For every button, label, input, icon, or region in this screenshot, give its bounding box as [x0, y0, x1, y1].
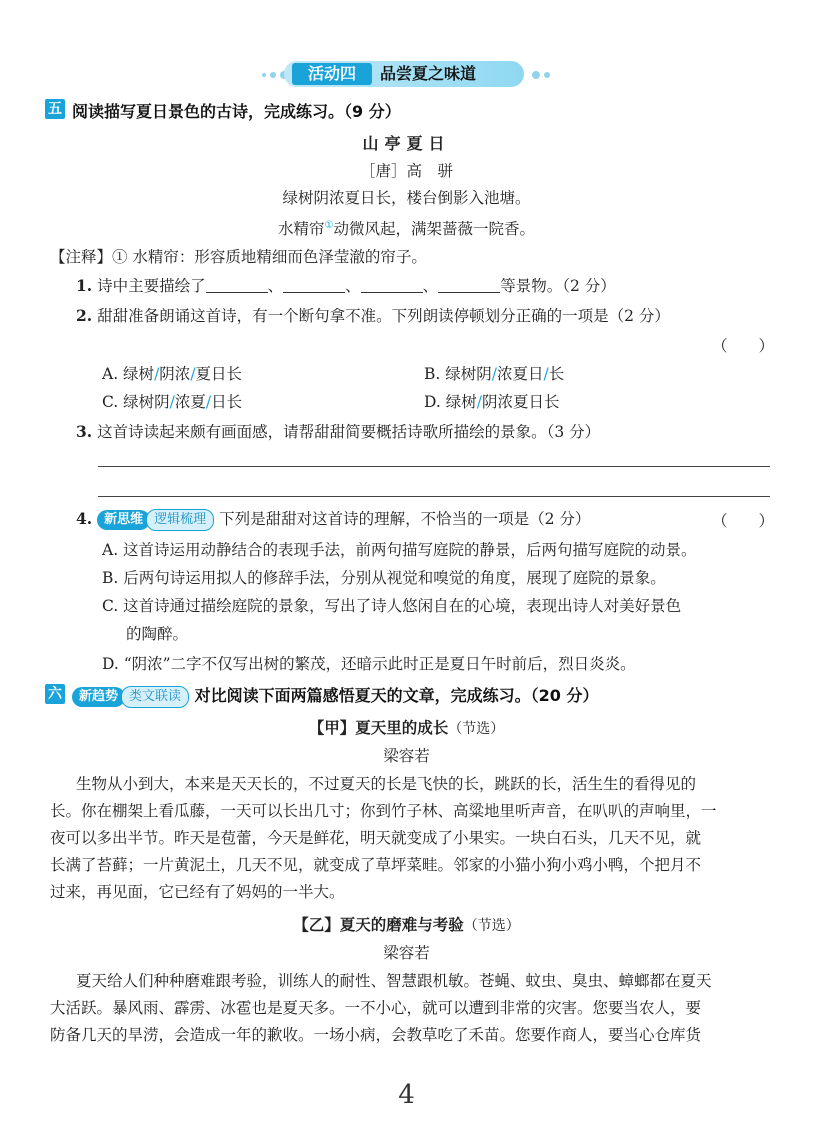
article-a-line-1: 生物从小到大，本来是天天长的，不过夏天的长是飞快的长，跳跃的长，活生生的看得见的: [76, 775, 697, 793]
article-a-line-5: 过来，再见面，它已经有了妈妈的一半大。: [50, 883, 345, 901]
answer-line-1[interactable]: [98, 466, 770, 467]
answer-paren-q2[interactable]: （ ）: [712, 337, 775, 355]
section6-title: 新趋势 类文联读 对比阅读下面两篇感悟夏天的文章，完成练习。（20 分）: [72, 683, 598, 708]
question-4: 4. 新思维 逻辑梳理 下列是甜甜对这首诗的理解，不恰当的一项是（2 分）: [76, 508, 590, 531]
q4-option-b[interactable]: B. 后两句诗运用拟人的修辞手法，分别从视觉和嗅觉的角度，展现了庭院的景象。: [102, 569, 666, 587]
section-number-6: 六: [45, 684, 65, 704]
poem-author: ［唐］高 骈: [359, 162, 453, 180]
q4-option-c[interactable]: C. 这首诗通过描绘庭院的景象，写出了诗人悠闲自在的心境，表现出诗人对美好景色: [102, 597, 682, 615]
tag-logic: 逻辑梳理: [146, 509, 214, 531]
section5-title: 阅读描写夏日景色的古诗，完成练习。（9 分）: [72, 102, 401, 121]
poem-title: 山亭夏日: [362, 134, 451, 153]
article-b-line-1: 夏天给人们种种磨难跟考验，训练人的耐性、智慧跟机敏。苍蝇、蚊虫、臭虫、蟑螂都在夏天: [76, 972, 712, 990]
tag-new-thinking: 新思维: [97, 510, 150, 530]
q2-option-b[interactable]: B. 绿树阴/浓夏日/长: [424, 365, 565, 383]
banner-dots-right: [532, 71, 550, 79]
activity-title: 品尝夏之味道: [380, 64, 477, 83]
article-a-line-2: 长。你在棚架上看瓜藤，一天可以长出几寸；你到竹子林、高粱地里听声音，在叭叭的声响里，一: [50, 802, 717, 820]
article-b-line-2: 大活跃。暴风雨、霹雳、冰雹也是夏天多。一不小心，就可以遭到非常的灾害。您要当农人，要: [50, 999, 702, 1017]
answer-blank-2[interactable]: [283, 276, 345, 293]
q2-option-a[interactable]: A. 绿树/阴浓/夏日长: [102, 365, 243, 383]
footnote-marker: ①: [324, 220, 334, 231]
answer-line-2[interactable]: [98, 496, 770, 497]
article-a-line-3: 夜可以多出半节。昨天是苞蕾，今天是鲜花，明天就变成了小果实。一块白石头，几天不见，就: [50, 829, 702, 847]
article-a-author: 梁容若: [383, 747, 430, 765]
article-b-line-3: 防备几天的旱涝，会造成一年的歉收。一场小病，会教草吃了禾苗。您要作商人，要当心仓库货: [50, 1026, 702, 1044]
answer-blank-1[interactable]: [206, 276, 268, 293]
question-3: 3. 这首诗读起来颇有画面感，请帮甜甜简要概括诗歌所描绘的景象。（3 分）: [76, 422, 601, 441]
activity-banner: [262, 61, 552, 89]
answer-blank-4[interactable]: [438, 276, 500, 293]
activity-tag: 活动四: [292, 63, 372, 85]
question-2: 2. 甜甜准备朗诵这首诗，有一个断句拿不准。下列朗读停顿划分正确的一项是（2 分）: [76, 306, 670, 325]
q4-option-d[interactable]: D. “阴浓”二字不仅写出树的繁茂，还暗示此时正是夏日午时前后，烈日炎炎。: [102, 655, 636, 673]
q2-option-c[interactable]: C. 绿树阴/浓夏/日长: [102, 393, 243, 411]
article-b-author: 梁容若: [383, 944, 430, 962]
poem-line-2: 水精帘①动微风起，满架蔷薇一院香。: [278, 220, 535, 239]
answer-paren-q4[interactable]: （ ）: [712, 512, 775, 530]
answer-blank-3[interactable]: [361, 276, 423, 293]
q2-option-d[interactable]: D. 绿树/阴浓夏日长: [424, 393, 560, 411]
tag-paired-reading: 类文联读: [121, 686, 189, 708]
article-a-line-4: 长满了苔藓；一片黄泥土，几天不见，就变成了草坪菜畦。邻家的小猫小狗小鸡小鸭，个把月不: [50, 856, 702, 874]
article-b-title: 【乙】夏天的磨难与考验（节选）: [293, 916, 520, 934]
q4-option-a[interactable]: A. 这首诗运用动静结合的表现手法，前两句描写庭院的静景，后两句描写庭院的动景。: [102, 541, 697, 559]
poem-line-1: 绿树阴浓夏日长，楼台倒影入池塘。: [282, 189, 531, 207]
article-a-title: 【甲】夏天里的成长（节选）: [308, 719, 505, 737]
page-number: 4: [398, 1080, 415, 1110]
poem-annotation: 【注释】① 水精帘：形容质地精细而色泽莹澈的帘子。: [50, 248, 427, 266]
tag-new-trend: 新趋势: [72, 687, 125, 707]
section-number-5: 五: [45, 99, 65, 119]
question-1: 1. 诗中主要描绘了 、 、 、 等景物。（2 分）: [76, 276, 616, 295]
q4-option-c-cont: 的陶醉。: [126, 625, 189, 643]
